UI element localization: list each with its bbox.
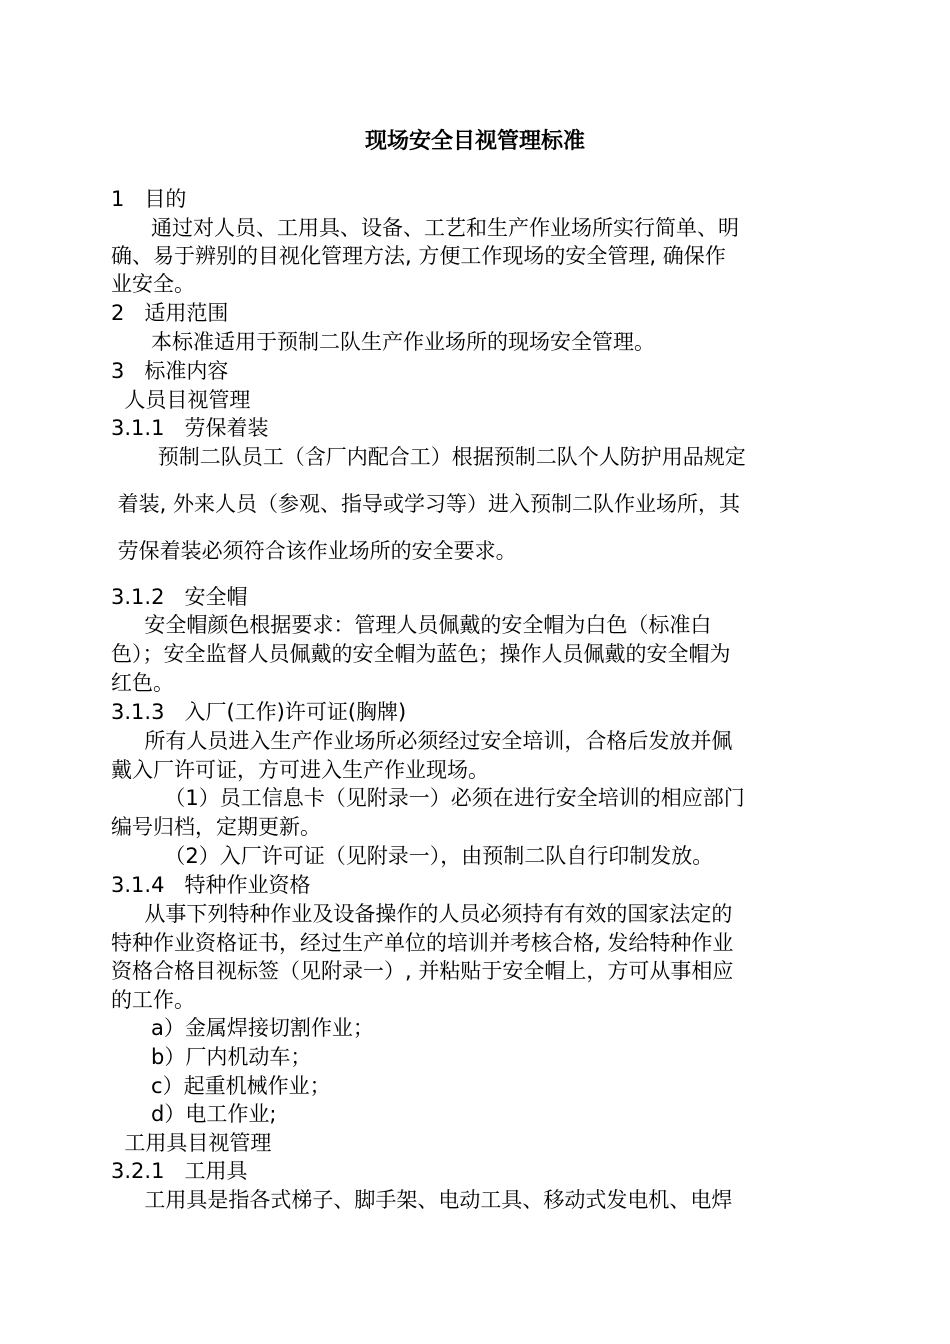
list-item: c）起重机械作业； [111,1074,331,1098]
paragraph-line: 本标准适用于预制二队生产作业场所的现场安全管理。 [111,330,656,354]
clause-heading-3-2-1: 3.2.1 工用具 [111,1159,248,1183]
paragraph-line: 从事下列特种作业及设备操作的人员必须持有有效的国家法定的 [111,902,733,926]
paragraph-line: 资格合格目视标签（见附录一）, 并粘贴于安全帽上，方可从事相应 [111,959,734,983]
paragraph-line: 工用具是指各式梯子、脚手架、电动工具、移动式发电机、电焊 [111,1188,733,1212]
document-title: 现场安全目视管理标准 [364,129,585,154]
clause-heading-3-1-1: 3.1.1 劳保着装 [111,416,269,440]
subsection-heading-tools: 工用具目视管理 [111,1131,272,1155]
section-heading-purpose: 1 目的 [111,187,187,211]
section-heading-scope: 2 适用范围 [111,301,229,325]
clause-heading-3-1-4: 3.1.4 特种作业资格 [111,873,311,897]
paragraph-line: 确、易于辨别的目视化管理方法, 方便工作现场的安全管理, 确保作 [111,244,726,268]
section-heading-content: 3 标准内容 [111,359,229,383]
paragraph-line: 安全帽颜色根据要求：管理人员佩戴的安全帽为白色（标准白 [111,613,712,637]
paragraph-line: （2）入厂许可证（见附录一），由预制二队自行印制发放。 [111,844,714,868]
paragraph-line: 着装, 外来人员（参观、指导或学习等）进入预制二队作业场所，其 [111,492,741,516]
paragraph-line: 戴入厂许可证，方可进入生产作业现场。 [111,758,489,782]
paragraph-line: 业安全。 [111,272,195,296]
paragraph-line: 所有人员进入生产作业场所必须经过安全培训，合格后发放并佩 [111,729,733,753]
paragraph-line: 的工作。 [111,988,195,1012]
paragraph-line: 劳保着装必须符合该作业场所的安全要求。 [111,539,517,563]
list-item: d）电工作业; [111,1102,277,1126]
paragraph-line: 红色。 [111,671,174,695]
list-item: a）金属焊接切割作业； [111,1016,374,1040]
clause-heading-3-1-2: 3.1.2 安全帽 [111,585,248,609]
paragraph-line: 色）；安全监督人员佩戴的安全帽为蓝色；操作人员佩戴的安全帽为 [111,642,731,666]
subsection-heading-personnel: 人员目视管理 [111,388,251,412]
paragraph-line: 特种作业资格证书，经过生产单位的培训并考核合格, 发给特种作业 [111,931,734,955]
paragraph-line: 通过对人员、工用具、设备、工艺和生产作业场所实行简单、明 [111,216,740,240]
list-item: b）厂内机动车； [111,1045,312,1069]
clause-heading-3-1-3: 3.1.3 入厂(工作)许可证(胸牌) [111,700,407,724]
paragraph-line: 预制二队员工（含厂内配合工）根据预制二队个人防护用品规定 [111,445,746,469]
paragraph-line: （1）员工信息卡（见附录一）必须在进行安全培训的相应部门 [111,786,745,810]
paragraph-line: 编号归档，定期更新。 [111,815,321,839]
